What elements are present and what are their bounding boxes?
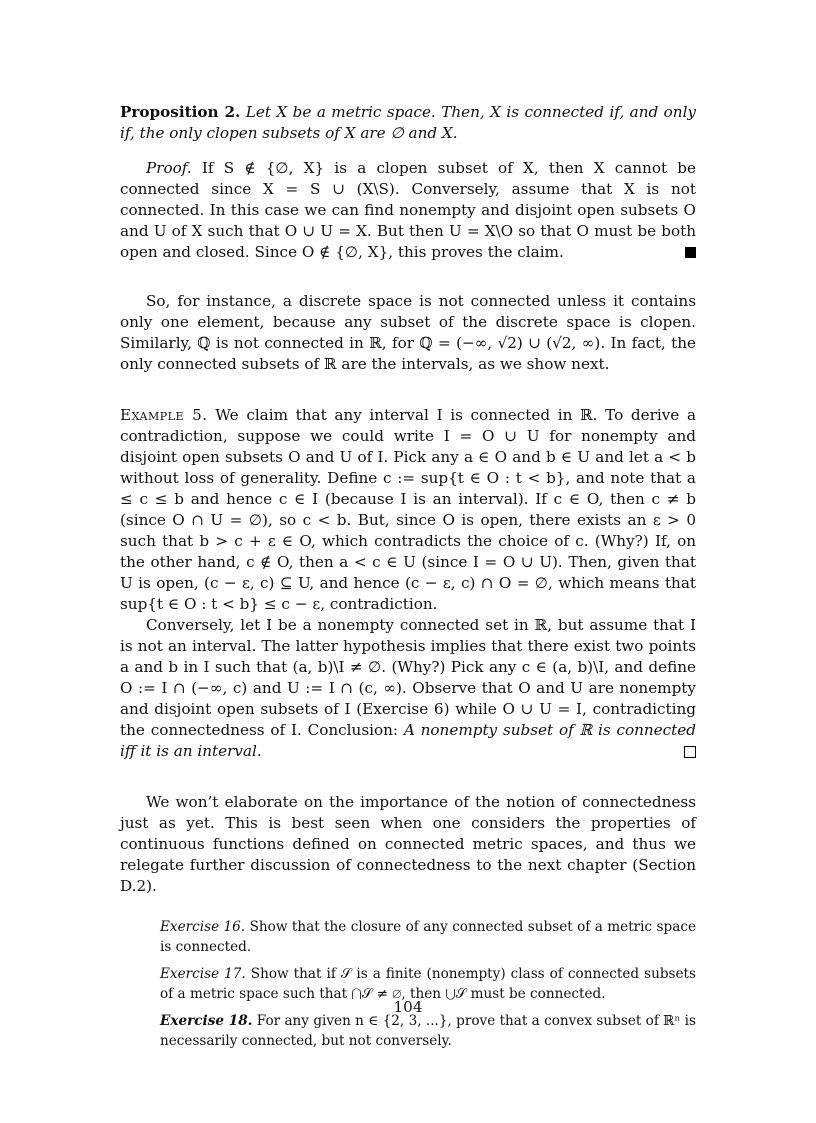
page-body: [120, 102, 696, 1058]
exercise-text: For any given n ∈ {2, 3, ...}, prove that a convex subset of ℝⁿ is necessarily connected, but not conversely.: [160, 1013, 697, 1049]
example-label: Example 5.: [120, 406, 208, 424]
proposition: [120, 102, 696, 144]
exercise-text: Show that the closure of any connected subset of a metric space is connected.: [160, 919, 696, 955]
example-converse-text: Conversely, let I be a nonempty connected set in ℝ, but assume that I is not an interval. The latter hypothesis implies that there exist two points a and b in I such that (a, b)\I ≠ ∅. (Why?) Pick any c ∈ (a, b)\I, and define O := I ∩ (−∞, c) and U := I ∩ (c, ∞). Observe that O and U are nonempty and disjoint open subsets of I (Exercise 6) while O ∪ U = I, contradicting the connectedness of I. Conclusion:: [120, 616, 696, 739]
exercise-label: Exercise 17.: [160, 966, 246, 982]
qed-filled-icon: [685, 247, 696, 258]
exercise-16: [160, 917, 696, 957]
example-converse: [120, 615, 696, 762]
exercise-label: Exercise 18.: [160, 1013, 253, 1029]
proposition-statement: Let X be a metric space. Then, X is connected if, and only if, the only clopen subsets of X are ∅ and X.: [120, 103, 697, 142]
qed-open-icon: [684, 746, 696, 758]
proof-label: Proof.: [146, 159, 192, 177]
exercise-label: Exercise 16.: [160, 919, 246, 935]
exercise-text: Show that if 𝒮 is a finite (nonempty) class of connected subsets of a metric space such that ⋂𝒮 ≠ ∅, then ⋃𝒮 must be connected.: [160, 966, 696, 1002]
exercise-18: [160, 1011, 696, 1051]
proof-text: If S ∉ {∅, X} is a clopen subset of X, then X cannot be connected since X = S ∪ (X\S). Conversely, assume that X is not connected. In this case we can find nonempty and disjoint open subsets O and U of X such that O ∪ U = X. But then U = X\O so that O must be both open and closed. Since O ∉ {∅, X}, this proves the claim.: [120, 159, 696, 261]
example-text: We claim that any interval I is connected in ℝ. To derive a contradiction, suppose we could write I = O ∪ U for nonempty and disjoint open subsets O and U of I. Pick any a ∈ O and b ∈ U and let a < b without loss of generality. Define c := sup{t ∈ O : t < b}, and note that a ≤ c ≤ b and hence c ∈ I (because I is an interval). If c ∈ O, then c ≠ b (since O ∩ U = ∅), so c < b. But, since O is open, there exists an ε > 0 such that b > c + ε ∈ O, which contradicts the choice of c. (Why?) If, on the other hand, c ∉ O, then a < c ∈ U (since I = O ∪ U). Then, given that U is open, (c − ε, c) ⊆ U, and hence (c − ε, c) ∩ O = ∅, which means that sup{t ∈ O : t < b} ≤ c − ε, contradiction.: [120, 406, 696, 613]
example: [120, 405, 696, 615]
proposition-label: Proposition 2.: [120, 103, 241, 121]
example-conclusion: A nonempty subset of ℝ is connected iff it is an interval.: [120, 721, 696, 760]
exercise-list: [160, 917, 696, 1051]
paragraph-elaborate: We won’t elaborate on the importance of the notion of connectedness just as yet. This is best seen when one considers the properties of continuous functions defined on connected metric spaces, and thus we relegate further discussion of connectedness to the next chapter (Section D.2).: [120, 793, 696, 895]
proof: [120, 158, 696, 263]
paragraph-discrete-space: So, for instance, a discrete space is not connected unless it contains only one element, because any subset of the discrete space is clopen. Similarly, ℚ is not connected in ℝ, for ℚ = (−∞, √2) ∪ (√2, ∞). In fact, the only connected subsets of ℝ are the intervals, as we show next.: [120, 292, 696, 373]
page-number: 104: [393, 998, 423, 1016]
